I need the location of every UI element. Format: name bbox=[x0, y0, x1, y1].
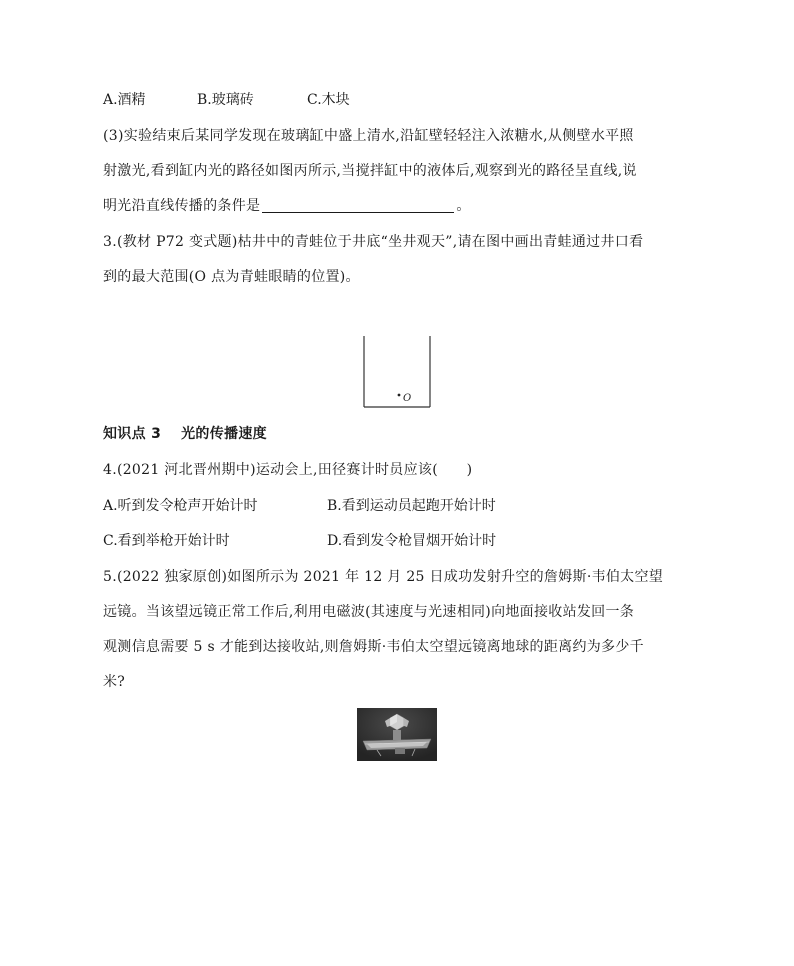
q5-line2: 远镜。当该望远镜正常工作后,利用电磁波(其速度与光速相同)向地面接收站发回一条 bbox=[103, 604, 635, 620]
point-o-label: O bbox=[403, 393, 412, 404]
james-webb-telescope-image bbox=[357, 708, 437, 761]
section-label: 知识点 3 bbox=[103, 426, 162, 442]
q4-option-c: C.看到举枪开始计时 bbox=[103, 533, 230, 549]
q4-stem: 4.(2021 河北晋州期中)运动会上,田径赛计时员应该( ) bbox=[103, 462, 473, 478]
q4-option-d: D.看到发令枪冒烟开始计时 bbox=[327, 533, 497, 549]
option-b-glass-brick: B.玻璃砖 bbox=[197, 92, 254, 108]
q5-line4: 米? bbox=[103, 674, 126, 690]
q2-part3-prompt: 明光沿直线传播的条件是 bbox=[103, 198, 261, 214]
q5-line1: 5.(2022 独家原创)如图所示为 2021 年 12 月 25 日成功发射升空的詹姆斯·韦伯太空望 bbox=[103, 569, 664, 585]
q2-part3-line1: (3)实验结束后某同学发现在玻璃缸中盛上清水,沿缸壁轻轻注入浓糖水,从侧壁水平照 bbox=[103, 128, 634, 144]
answer-blank[interactable] bbox=[262, 198, 454, 213]
option-c-wood-block: C.木块 bbox=[307, 92, 350, 108]
option-a-alcohol: A.酒精 bbox=[103, 92, 146, 108]
q2-part3-line3 bbox=[103, 196, 471, 216]
frog-eye-point bbox=[398, 394, 401, 397]
section-title: 光的传播速度 bbox=[181, 426, 267, 442]
q5-line3: 观测信息需要 5 s 才能到达接收站,则詹姆斯·韦伯太空望远镜离地球的距离约为多少千 bbox=[103, 639, 644, 655]
dry-well-figure[interactable] bbox=[363, 336, 431, 408]
q4-option-a: A.听到发令枪声开始计时 bbox=[103, 498, 258, 514]
q2-part3-end: 。 bbox=[456, 198, 471, 214]
q3-line2: 到的最大范围(O 点为青蛙眼睛的位置)。 bbox=[103, 269, 360, 285]
section-heading bbox=[103, 424, 267, 444]
q3-line1: 3.(教材 P72 变式题)枯井中的青蛙位于井底“坐井观天”,请在图中画出青蛙通过井口看 bbox=[103, 234, 644, 250]
q4-option-b: B.看到运动员起跑开始计时 bbox=[327, 498, 496, 514]
q2-part3-line2: 射激光,看到缸内光的路径如图丙所示,当搅拌缸中的液体后,观察到光的路径呈直线,说 bbox=[103, 163, 637, 179]
